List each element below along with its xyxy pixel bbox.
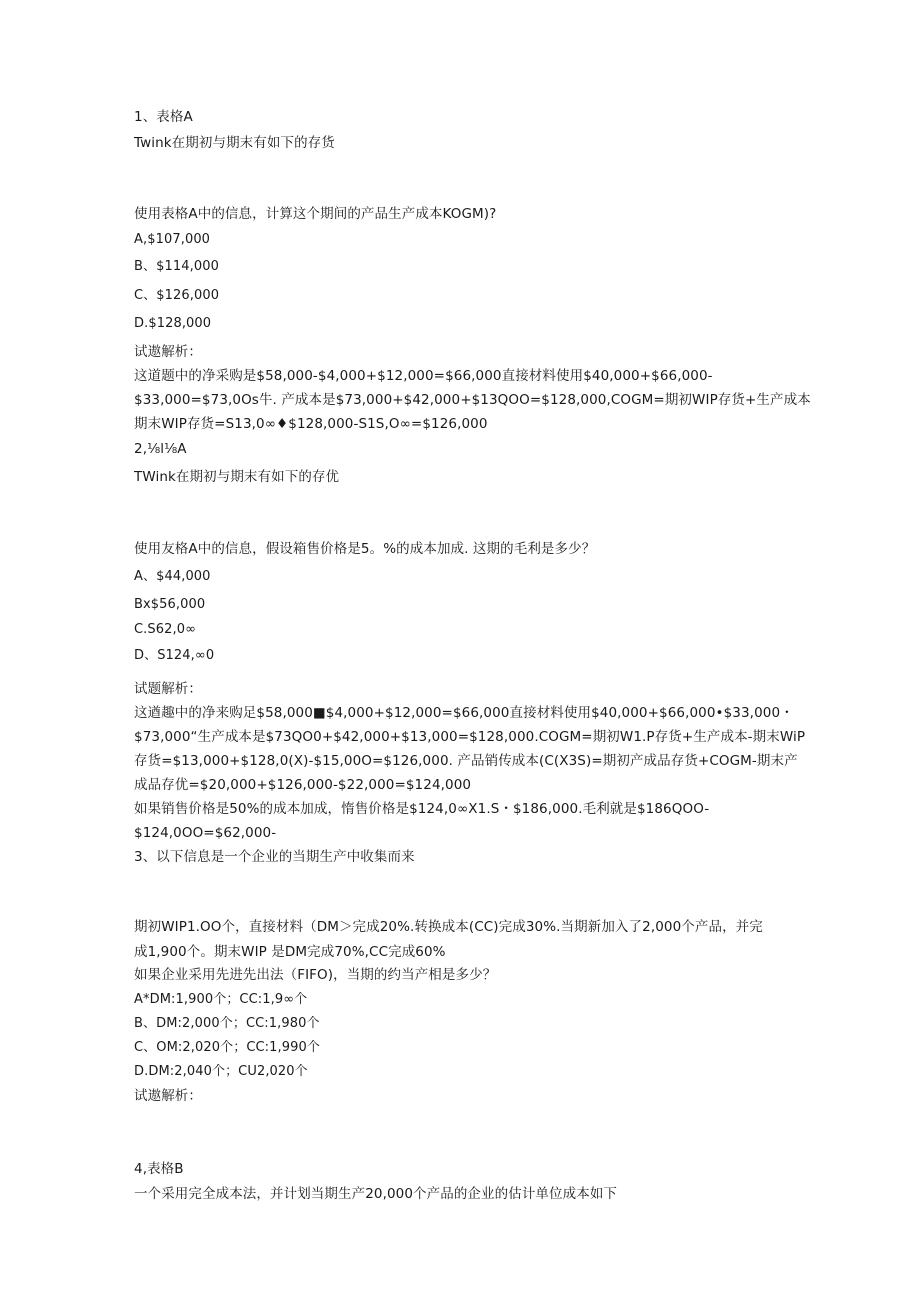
q2-analysis-line-5: 如果销售价格是50%的成本加成，惰售价格是$124,0∞X1.S・$186,000.毛利就是$186QOO- (134, 801, 710, 817)
q1-question: 使用表格A中的信息，计算这个期间的产品生产成本KOGM)? (134, 206, 497, 222)
q4-heading: 4,表格B (134, 1161, 184, 1177)
q1-option-a: A,$107,000 (134, 232, 211, 247)
q3-option-c: C、OM:2,020个；CC:1,990个 (134, 1040, 320, 1055)
q2-option-a: A、$44,000 (134, 569, 211, 584)
q3-analysis-label: 试遨解析： (134, 1088, 202, 1104)
q2-heading: 2,⅛l⅛A (134, 441, 187, 457)
q2-option-d: D、S124,∞0 (134, 648, 215, 663)
q2-question: 使用友格A中的信息，假设箱售价格是5。%的成本加成. 这期的毛利是多少？ (134, 541, 596, 557)
q2-analysis-label: 试题解析： (134, 681, 202, 697)
q2-analysis-line-6: $124,0OO=$62,000- (134, 825, 277, 841)
q2-analysis-line-2: $73,000“生产成本是$73QO0+$42,000+$13,000=$128,000.COGM=期初W1.P存货+生产成本-期末WiP (134, 729, 806, 745)
q3-info-line-1: 期初WIP1.OO个，直接材料（DM＞完成20%.转换成本(CC)完成30%.当期新加入了2,000个产品，并完 (134, 919, 763, 935)
q1-analysis-label: 试遨解析： (134, 344, 202, 360)
q3-option-a: A*DM:1,900个；CC:1,9∞个 (134, 992, 308, 1007)
q1-heading: 1、表格A (134, 109, 193, 125)
q2-analysis-line-3: 存货=$13,000+$128,0(X)-$15,00O=$126,000. 产品销传成本(C(X3S)=期初产成品存货+COGM-期末产 (134, 753, 798, 769)
q1-option-b: B、$114,000 (134, 259, 219, 274)
q2-intro: TWink在期初与期末有如下的存优 (134, 469, 340, 485)
q2-analysis-line-4: 成品存优=$20,000+$126,000-$22,000=$124,000 (134, 777, 472, 793)
q1-analysis-line-1: 这道题中的净采购是$58,000-$4,000+$12,000=$66,000直接材料使用$40,000+$66,000- (134, 368, 713, 384)
q1-analysis-line-3: 期末WIP存货=S13,0∞♦$128,000-S1S,O∞=$126,000 (134, 416, 488, 432)
q2-analysis-line-1: 这遒趣中的净来购足$58,000■$4,000+$12,000=$66,000直接材料使用$40,000+$66,000•$33,000・ (134, 705, 794, 721)
q4-intro: 一个采用完全成本法，并计划当期生产20,000个产品的企业的估计单位成本如下 (134, 1186, 618, 1202)
q3-info-line-2: 成1,900个。期末WIP 是DM完成70%,CC完成60% (134, 944, 446, 960)
q1-analysis-line-2: $33,000=$73,0Os牛. 产成本是$73,000+$42,000+$13QOO=$128,000,COGM=期初WIP存货+生产成本 (134, 392, 811, 408)
q3-option-b: B、DM:2,000个；CC:1,980个 (134, 1016, 320, 1031)
q2-option-c: C.S62,0∞ (134, 622, 197, 637)
q3-heading: 3、以下信息是一个企业的当期生产中收集而来 (134, 849, 415, 865)
q3-question: 如果企业采用先进先出法（FIFO)，当期的约当产相是多少？ (134, 967, 497, 983)
q1-intro: Twink在期初与期末有如下的存货 (134, 135, 335, 151)
q2-option-b: Bx$56,000 (134, 597, 206, 612)
q1-option-d: D.$128,000 (134, 316, 212, 331)
q3-option-d: D.DM:2,040个；CU2,020个 (134, 1064, 308, 1079)
q1-option-c: C、$126,000 (134, 288, 220, 303)
